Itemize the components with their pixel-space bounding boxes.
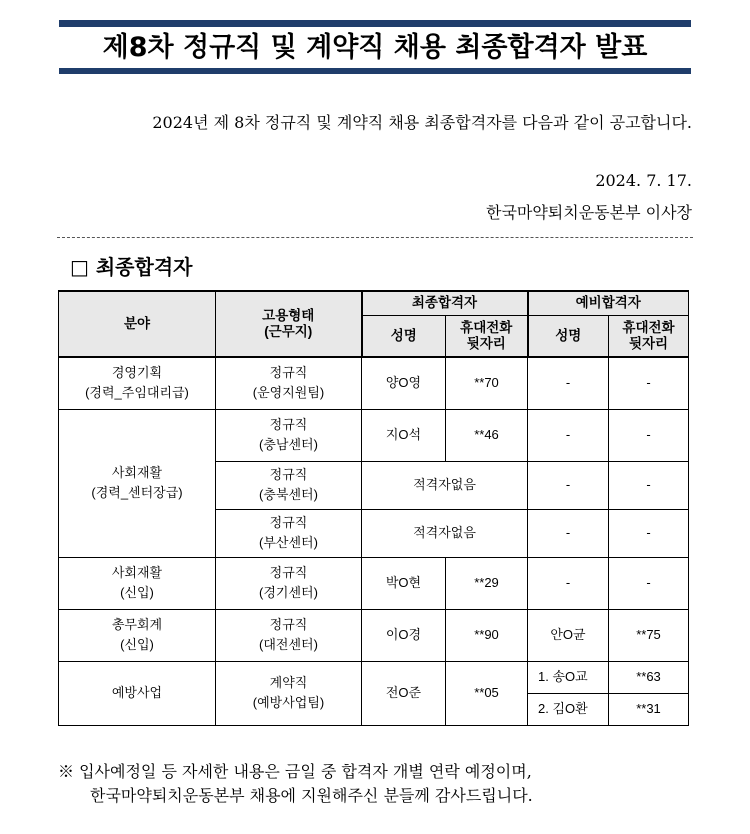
organization-signature: 한국마약퇴치운동본부 이사장 [485, 203, 692, 222]
header-employment-type [216, 291, 362, 357]
footnote-line-2: 한국마약퇴치운동본부 채용에 지원해주신 분들께 감사드립니다. [90, 786, 533, 805]
field-label: 총무회계 [111, 617, 163, 632]
header-final-name: 성명 [362, 315, 446, 357]
reserve-phone: - [609, 409, 689, 461]
header-reserve-phone [609, 315, 689, 357]
type-label: 정규직 [269, 365, 308, 381]
title-bottom-bar [59, 68, 691, 74]
table-row [59, 357, 689, 409]
field-label: 사회재활 [111, 565, 163, 580]
header-phone-l2: 뒷자리 [628, 335, 669, 351]
reserve-phone: - [609, 557, 689, 609]
reserve-name: 2. 김O환 [528, 693, 609, 725]
header-employment-type-label: 고용형태 [262, 308, 315, 323]
type-cell [216, 509, 362, 557]
page-title: 제8차 정규직 및 계약직 채용 최종합격자 발표 [102, 32, 648, 63]
type-label: 정규직 [269, 515, 308, 530]
reserve-name: - [528, 409, 609, 461]
type-label: 정규직 [269, 467, 308, 482]
final-name: 양O영 [362, 357, 446, 409]
section-title: □ 최종합격자 [70, 255, 193, 279]
type-label: 정규직 [269, 417, 308, 432]
final-name: 이O경 [362, 609, 446, 661]
header-final-group: 최종합격자 [362, 291, 528, 315]
reserve-phone: **63 [609, 661, 689, 693]
reserve-phone: **31 [609, 693, 689, 725]
final-phone: **70 [446, 357, 528, 409]
final-phone: **29 [446, 557, 528, 609]
field-cell [59, 609, 216, 661]
type-cell [216, 357, 362, 409]
header-final-phone [446, 315, 528, 357]
field-cell [59, 357, 216, 409]
table-row [59, 409, 689, 461]
field-sub: (경력_센터장급) [91, 485, 183, 500]
type-label: 정규직 [269, 617, 308, 632]
field-sub: (신입) [120, 585, 154, 600]
divider [57, 237, 693, 238]
reserve-phone: - [609, 461, 689, 509]
type-workplace: (대전센터) [259, 637, 318, 652]
final-name: 지O석 [362, 409, 446, 461]
type-workplace: (충북센터) [259, 487, 318, 502]
reserve-phone: - [609, 509, 689, 557]
reserve-name: 안O균 [528, 609, 609, 661]
type-cell [216, 557, 362, 609]
type-workplace: (충남센터) [259, 437, 318, 452]
no-qualified-cell: 적격자없음 [362, 461, 528, 509]
type-cell [216, 409, 362, 461]
table-header-row [59, 291, 689, 315]
final-phone: **90 [446, 609, 528, 661]
type-workplace: (예방사업팀) [252, 695, 325, 710]
header-phone-l1: 휴대전화 [622, 319, 675, 335]
header-employment-type-sub: (근무지) [264, 324, 313, 339]
final-phone: **05 [446, 661, 528, 725]
final-phone: **46 [446, 409, 528, 461]
header-reserve-name: 성명 [528, 315, 609, 357]
field-sub: (경력_주임대리급) [85, 385, 189, 401]
field-label: 사회재활 [111, 465, 163, 480]
type-label: 계약직 [269, 675, 308, 690]
type-label: 정규직 [269, 565, 308, 580]
no-qualified-cell: 적격자없음 [362, 509, 528, 557]
final-name: 박O현 [362, 557, 446, 609]
type-cell [216, 609, 362, 661]
field-cell [59, 409, 216, 557]
final-name: 전O준 [362, 661, 446, 725]
field-sub: (신입) [120, 637, 154, 652]
type-workplace: (운영지원팀) [252, 385, 325, 401]
reserve-phone: **75 [609, 609, 689, 661]
reserve-phone: - [609, 357, 689, 409]
field-cell: 예방사업 [59, 661, 216, 725]
footnote [58, 760, 533, 808]
header-phone-l1: 휴대전화 [460, 319, 513, 335]
type-workplace: (경기센터) [259, 585, 318, 600]
announcement-date: 2024. 7. 17. [595, 171, 692, 190]
reserve-name: - [528, 509, 609, 557]
header-field: 분야 [59, 291, 216, 357]
header-reserve-group: 예비합격자 [528, 291, 689, 315]
notice-text: 2024년 제 8차 정규직 및 계약직 채용 최종합격자를 다음과 같이 공고합니다. [152, 113, 692, 132]
table-row [59, 609, 689, 661]
reserve-name: - [528, 357, 609, 409]
type-workplace: (부산센터) [259, 535, 318, 550]
table-row [59, 661, 689, 693]
reserve-name: 1. 송O교 [528, 661, 609, 693]
type-cell [216, 661, 362, 725]
reserve-name: - [528, 557, 609, 609]
footnote-line-1: ※ 입사예정일 등 자세한 내용은 금일 중 합격자 개별 연락 예정이며, [58, 762, 532, 781]
results-table [58, 290, 689, 726]
field-cell [59, 557, 216, 609]
table-row [59, 557, 689, 609]
reserve-name: - [528, 461, 609, 509]
header-phone-l2: 뒷자리 [466, 335, 506, 351]
title-top-bar [59, 20, 691, 27]
field-label: 경영기획 [111, 365, 163, 381]
type-cell [216, 461, 362, 509]
